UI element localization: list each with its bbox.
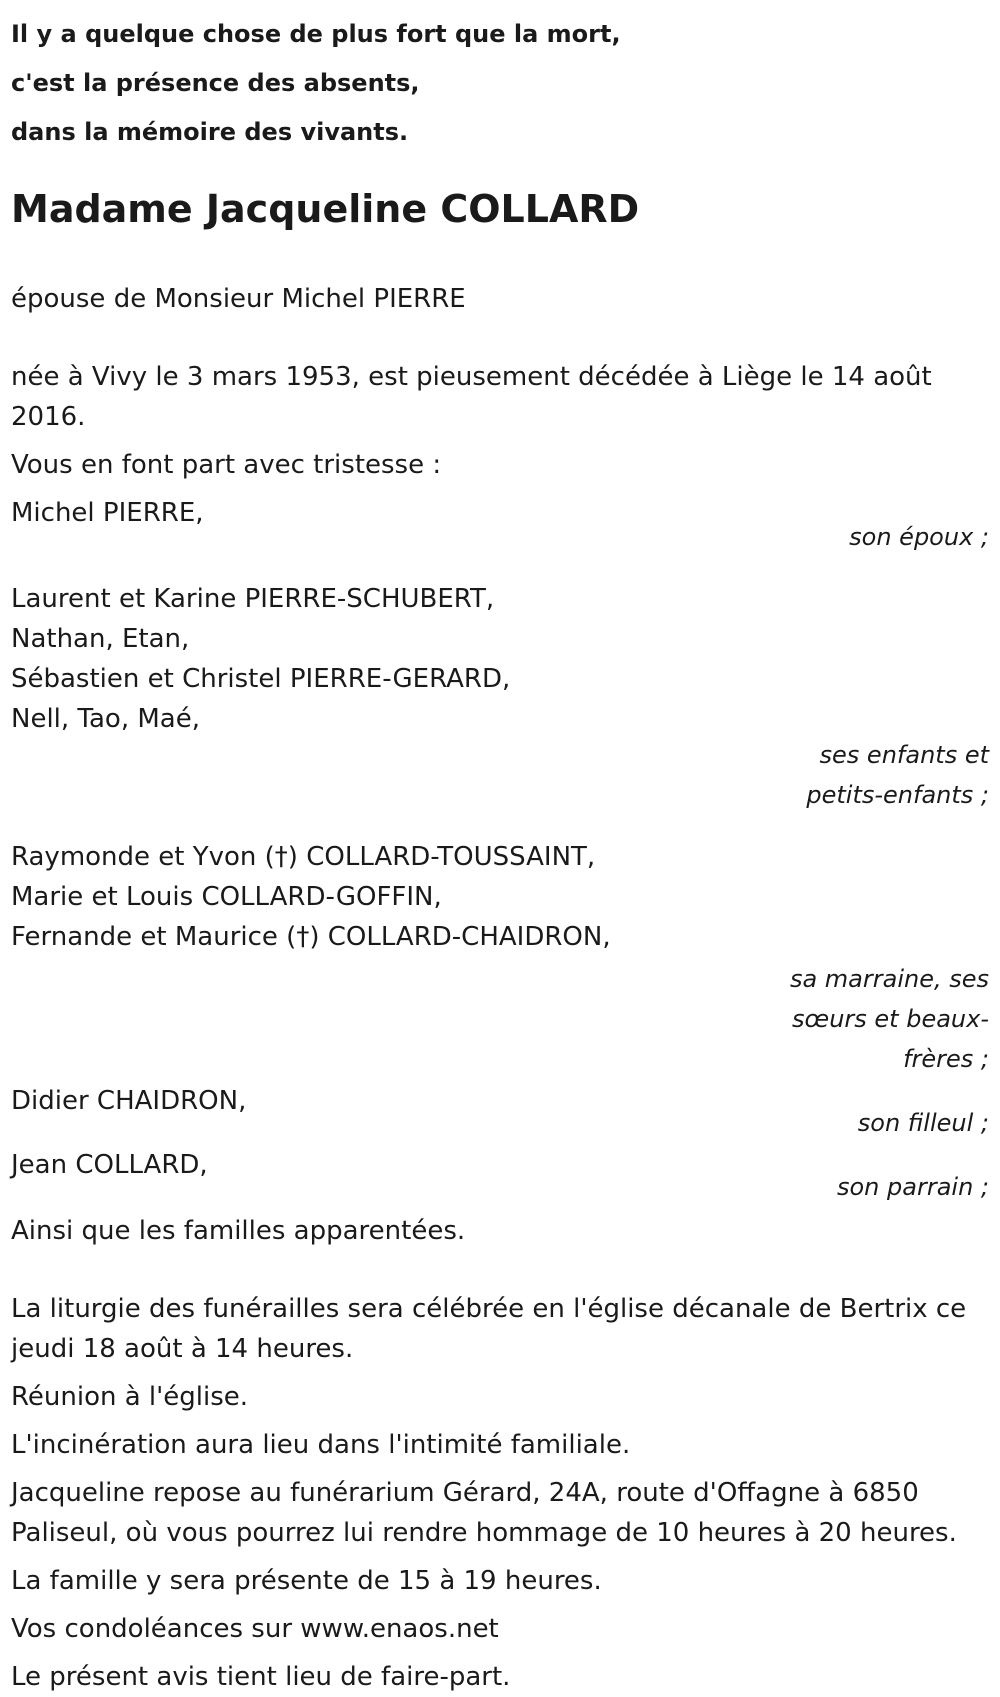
relation-line: petits-enfants ; (806, 781, 989, 809)
funeral-home-info: Jacqueline repose au funérarium Gérard, 24A, route d'Offagne à 6850 Paliseul, où vous pourrez lui rendre hommage de 10 heures à 20 heures. (11, 1478, 957, 1548)
obituary-notice (11, 0, 989, 1697)
relation-label (779, 959, 989, 1079)
family-member: Nathan, Etan, (11, 624, 190, 654)
family-group-godfather (11, 1145, 989, 1207)
family-member: Marie et Louis COLLARD-GOFFIN, (11, 882, 442, 912)
quote-line-1: Il y a quelque chose de plus fort que la mort, (11, 20, 621, 48)
relation-line: sa marraine, ses (789, 965, 989, 993)
family-member: Sébastien et Christel PIERRE-GERARD, (11, 664, 511, 694)
relation-line: sœurs et beaux- (792, 1005, 989, 1033)
family-member: Laurent et Karine PIERRE-SCHUBERT, (11, 584, 495, 614)
relation-line: ses enfants et (819, 741, 989, 769)
family-member: Nell, Tao, Maé, (11, 704, 200, 734)
quote-line-2: c'est la présence des absents, (11, 69, 420, 97)
epigraph-quote (11, 10, 989, 157)
relation-line: frères ; (903, 1045, 989, 1073)
deceased-name: Madame Jacqueline COLLARD (11, 187, 640, 231)
meeting-place: Réunion à l'église. (11, 1382, 249, 1412)
family-member: Didier CHAIDRON, (11, 1086, 247, 1116)
relation-label (779, 735, 989, 815)
condolences-line: Vos condoléances sur www.enaos.net (11, 1614, 499, 1644)
related-families-line: Ainsi que les familles apparentées. (11, 1216, 466, 1246)
relation-line: son parrain ; (836, 1173, 989, 1201)
cremation-info: L'incinération aura lieu dans l'intimité familiale. (11, 1430, 631, 1460)
relation-line: son filleul ; (857, 1109, 989, 1137)
notice-line: Le présent avis tient lieu de faire-part. (11, 1662, 511, 1692)
announcement-line: Vous en font part avec tristesse : (11, 450, 442, 480)
family-member: Raymonde et Yvon (†) COLLARD-TOUSSAINT, (11, 842, 596, 872)
family-group-children (11, 579, 989, 815)
family-group-godson (11, 1081, 989, 1143)
relation-label (779, 517, 989, 557)
family-presence: La famille y sera présente de 15 à 19 heures. (11, 1566, 602, 1596)
quote-line-3: dans la mémoire des vivants. (11, 118, 409, 146)
family-member: Jean COLLARD, (11, 1150, 208, 1180)
family-group-siblings (11, 837, 989, 1079)
relation-label (779, 1167, 989, 1207)
relation-label (779, 1103, 989, 1143)
family-member: Fernande et Maurice (†) COLLARD-CHAIDRON, (11, 922, 611, 952)
funeral-liturgy: La liturgie des funérailles sera célébrée en l'église décanale de Bertrix ce jeudi 18 août à 14 heures. (11, 1294, 967, 1364)
family-group-spouse (11, 493, 989, 557)
relation-line: son époux ; (849, 523, 989, 551)
spouse-line: épouse de Monsieur Michel PIERRE (11, 284, 466, 314)
birth-death-line: née à Vivy le 3 mars 1953, est pieusement décédée à Liège le 14 août 2016. (11, 362, 932, 432)
family-member: Michel PIERRE, (11, 498, 204, 528)
